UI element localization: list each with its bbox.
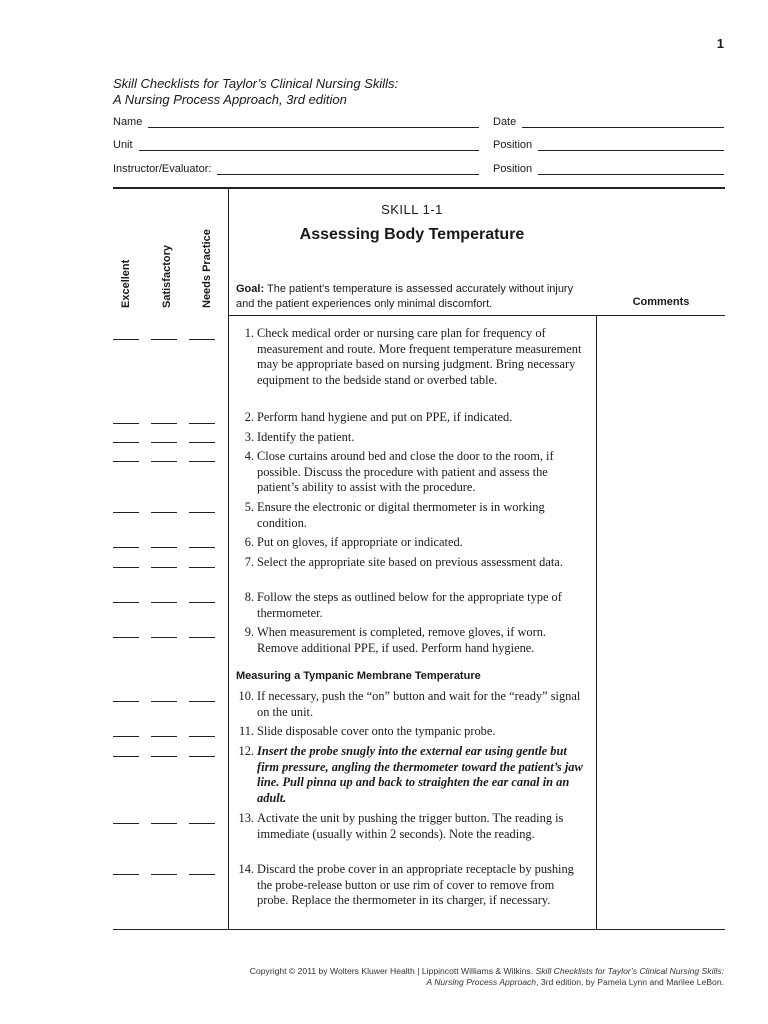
- needs-practice-blank[interactable]: [189, 822, 215, 824]
- position-label-2: Position: [493, 163, 533, 175]
- skill-title: Assessing Body Temperature: [299, 226, 525, 243]
- header-rule: [228, 315, 725, 316]
- excellent-blank[interactable]: [113, 735, 139, 737]
- footer-book-title: Skill Checklists for Taylor’s Clinical Nursing Skills:: [535, 966, 724, 976]
- unit-label: Unit: [113, 139, 133, 151]
- step-item: [228, 535, 588, 551]
- step-text: When measurement is completed, remove gloves, if worn. Remove additional PPE, if used. Perform hand hygiene.: [257, 625, 547, 655]
- step-number: 3.: [244, 430, 254, 444]
- rating-blanks[interactable]: [113, 755, 215, 757]
- satisfactory-blank[interactable]: [151, 755, 177, 757]
- page-number: 1: [716, 36, 724, 51]
- comments-divider: [596, 315, 597, 929]
- position-line-2[interactable]: [538, 165, 724, 175]
- excellent-blank[interactable]: [113, 441, 139, 443]
- step-number: 10.: [238, 689, 254, 703]
- step-text: Put on gloves, if appropriate or indicated.: [257, 535, 463, 549]
- step-number: 1.: [244, 326, 254, 340]
- step-item: [228, 689, 588, 720]
- rating-blanks[interactable]: [113, 338, 215, 340]
- copyright-text: Copyright © 2011 by Wolters Kluwer Health | Lippincott Williams & Wilkins.: [249, 966, 534, 976]
- book-title: [113, 76, 398, 108]
- satisfactory-blank[interactable]: [151, 735, 177, 737]
- satisfactory-blank[interactable]: [151, 460, 177, 462]
- instructor-label: Instructor/Evaluator:: [113, 163, 212, 175]
- step-text: Slide disposable cover onto the tympanic probe.: [257, 724, 496, 738]
- step-text: Check medical order or nursing care plan for frequency of measurement and route. More frequent temperature measurement may be appropriate based on nursing judgment. Bring necessary equipment to the bedside stand or overbed table.: [257, 326, 582, 387]
- satisfactory-blank[interactable]: [151, 338, 177, 340]
- book-title-line-2: A Nursing Process Approach, 3rd edition: [113, 92, 347, 107]
- rating-blanks[interactable]: [113, 700, 215, 702]
- goal-text: The patient’s temperature is assessed accurately without injury and the patient experiences only minimal discomfort.: [236, 283, 574, 310]
- unit-line[interactable]: [139, 141, 479, 151]
- rating-header-excellent: Excellent: [120, 259, 132, 308]
- satisfactory-blank[interactable]: [151, 636, 177, 638]
- step-number: 12.: [238, 744, 254, 758]
- step-item: [228, 449, 588, 496]
- needs-practice-blank[interactable]: [189, 601, 215, 603]
- step-number: 11.: [238, 724, 254, 738]
- footer-edition: , 3rd edition, by Pamela Lynn and Marilee LeBon.: [536, 977, 724, 987]
- satisfactory-blank[interactable]: [151, 873, 177, 875]
- step-item: [228, 811, 588, 842]
- excellent-blank[interactable]: [113, 566, 139, 568]
- satisfactory-blank[interactable]: [151, 422, 177, 424]
- rating-blanks[interactable]: [113, 873, 215, 875]
- excellent-blank[interactable]: [113, 755, 139, 757]
- step-item: [228, 744, 588, 806]
- date-label: Date: [493, 116, 517, 128]
- satisfactory-blank[interactable]: [151, 566, 177, 568]
- step-text: Follow the steps as outlined below for the appropriate type of thermometer.: [257, 590, 562, 620]
- rating-blanks[interactable]: [113, 822, 215, 824]
- instructor-field[interactable]: [113, 163, 479, 175]
- excellent-blank[interactable]: [113, 338, 139, 340]
- step-number: 6.: [244, 535, 254, 549]
- step-item: [228, 555, 588, 571]
- excellent-blank[interactable]: [113, 601, 139, 603]
- needs-practice-blank[interactable]: [189, 735, 215, 737]
- copyright-footer: [204, 966, 724, 988]
- skill-number: SKILL 1-1: [381, 202, 443, 217]
- step-number: 8.: [244, 590, 254, 604]
- goal-label: Goal:: [236, 283, 265, 295]
- rating-blanks[interactable]: [113, 546, 215, 548]
- excellent-blank[interactable]: [113, 460, 139, 462]
- rating-blanks[interactable]: [113, 422, 215, 424]
- footer-book-subtitle: A Nursing Process Approach: [426, 977, 537, 987]
- step-text: Ensure the electronic or digital thermometer is in working condition.: [257, 500, 545, 530]
- rating-blanks[interactable]: [113, 441, 215, 443]
- satisfactory-blank[interactable]: [151, 511, 177, 513]
- excellent-blank[interactable]: [113, 873, 139, 875]
- needs-practice-blank[interactable]: [189, 873, 215, 875]
- excellent-blank[interactable]: [113, 511, 139, 513]
- step-number: 4.: [244, 449, 254, 463]
- step-text: Identify the patient.: [257, 430, 355, 444]
- name-line[interactable]: [148, 118, 479, 128]
- step-number: 7.: [244, 555, 254, 569]
- position-label-1: Position: [493, 139, 533, 151]
- rating-blanks[interactable]: [113, 566, 215, 568]
- rating-blanks[interactable]: [113, 735, 215, 737]
- subsection-heading: Measuring a Tympanic Membrane Temperature: [236, 670, 481, 682]
- needs-practice-blank[interactable]: [189, 441, 215, 443]
- name-field[interactable]: [113, 116, 479, 128]
- step-item: [228, 500, 588, 531]
- table-bottom-rule: [113, 929, 725, 930]
- satisfactory-blank[interactable]: [151, 441, 177, 443]
- excellent-blank[interactable]: [113, 700, 139, 702]
- needs-practice-blank[interactable]: [189, 700, 215, 702]
- step-item: [228, 326, 588, 388]
- step-number: 9.: [244, 625, 254, 639]
- step-item: [228, 862, 588, 909]
- needs-practice-blank[interactable]: [189, 636, 215, 638]
- step-item: [228, 430, 588, 446]
- needs-practice-blank[interactable]: [189, 755, 215, 757]
- step-number: 2.: [244, 410, 254, 424]
- excellent-blank[interactable]: [113, 822, 139, 824]
- book-title-line-1: Skill Checklists for Taylor’s Clinical Nursing Skills:: [113, 76, 399, 91]
- position-field-2[interactable]: [493, 163, 724, 175]
- needs-practice-blank[interactable]: [189, 566, 215, 568]
- step-item: [228, 590, 588, 621]
- step-text: Insert the probe snugly into the external ear using gentle but firm pressure, angling the thermometer toward the patient’s jaw line. Pull pinna up and back to straighten the ear canal in an adult.: [257, 744, 583, 805]
- needs-practice-blank[interactable]: [189, 338, 215, 340]
- step-number: 14.: [238, 862, 254, 876]
- table-top-rule: [113, 187, 725, 189]
- instructor-line[interactable]: [217, 165, 479, 175]
- step-text: If necessary, push the “on” button and wait for the “ready” signal on the unit.: [257, 689, 581, 719]
- rating-blanks[interactable]: [113, 636, 215, 638]
- needs-practice-blank[interactable]: [189, 546, 215, 548]
- goal: [236, 282, 592, 312]
- satisfactory-blank[interactable]: [151, 601, 177, 603]
- needs-practice-blank[interactable]: [189, 422, 215, 424]
- position-field-1[interactable]: [493, 139, 724, 151]
- rating-blanks[interactable]: [113, 601, 215, 603]
- step-text: Select the appropriate site based on previous assessment data.: [257, 555, 563, 569]
- excellent-blank[interactable]: [113, 546, 139, 548]
- step-number: 13.: [238, 811, 254, 825]
- step-text: Close curtains around bed and close the door to the room, if possible. Discuss the procedure with patient and assess the patient’s ability to assist with the procedure.: [257, 449, 554, 495]
- date-field[interactable]: [493, 116, 724, 128]
- rating-header-needs-practice: Needs Practice: [201, 229, 213, 308]
- excellent-blank[interactable]: [113, 636, 139, 638]
- step-text: Discard the probe cover in an appropriate receptacle by pushing the probe-release button or use rim of cover to remove from probe. Replace the thermometer in its charger, if necessary.: [257, 862, 574, 908]
- step-item: [228, 410, 588, 426]
- satisfactory-blank[interactable]: [151, 700, 177, 702]
- name-label: Name: [113, 116, 143, 128]
- date-line[interactable]: [522, 118, 724, 128]
- rating-blanks[interactable]: [113, 511, 215, 513]
- position-line-1[interactable]: [538, 141, 724, 151]
- needs-practice-blank[interactable]: [189, 460, 215, 462]
- step-item: [228, 724, 588, 740]
- step-item: [228, 625, 588, 656]
- satisfactory-blank[interactable]: [151, 546, 177, 548]
- step-number: 5.: [244, 500, 254, 514]
- unit-field[interactable]: [113, 139, 479, 151]
- rating-header-satisfactory: Satisfactory: [161, 245, 173, 308]
- satisfactory-blank[interactable]: [151, 822, 177, 824]
- rating-blanks[interactable]: [113, 460, 215, 462]
- needs-practice-blank[interactable]: [189, 511, 215, 513]
- step-text: Perform hand hygiene and put on PPE, if indicated.: [257, 410, 513, 424]
- excellent-blank[interactable]: [113, 422, 139, 424]
- comments-header: Comments: [632, 296, 690, 308]
- step-text: Activate the unit by pushing the trigger button. The reading is immediate (usually within 2 seconds). Note the reading.: [257, 811, 564, 841]
